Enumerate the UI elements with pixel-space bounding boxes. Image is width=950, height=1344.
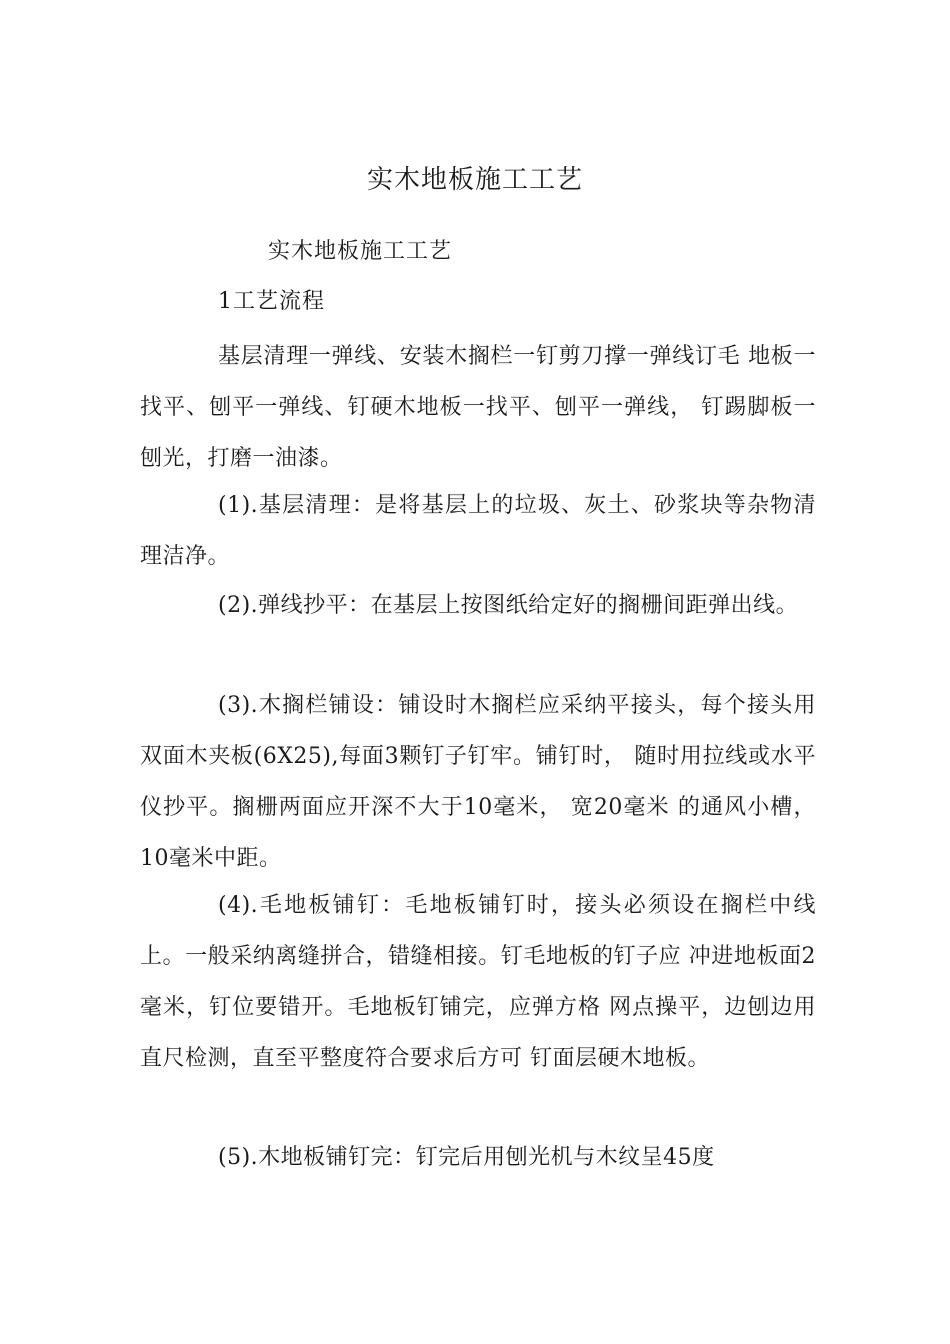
paragraph-text: (3).木搁栏铺设：铺设时木搁栏应采纳平接头，每个接头用双面木夹板(6X25),每面3颗钉子钉牢。铺钉时， 随时用拉线或水平仪抄平。搁栅两面应开深不大于10毫米， 宽20毫米 的通风小槽，10毫米中距。 bbox=[140, 693, 816, 871]
paragraph-text: (5).木地板铺钉完：钉完后用刨光机与木纹呈45度 bbox=[218, 1145, 715, 1170]
paragraph-step-2 bbox=[140, 580, 816, 631]
paragraph-step-3 bbox=[140, 680, 816, 884]
document-subtitle: 实木地板施工工艺 bbox=[268, 239, 453, 264]
paragraph-text: 基层清理一弹线、安装木搁栏一钉剪刀撑一弹线订毛 地板一找平、刨平一弹线、钉硬木地板一找平、刨平一弹线， 钉踢脚板一刨光，打磨一油漆。 bbox=[140, 344, 816, 471]
paragraph-text: (2).弹线抄平：在基层上按图纸给定好的搁栅间距弹出线。 bbox=[218, 593, 799, 618]
paragraph-step-4 bbox=[140, 880, 816, 1084]
paragraph-step-1 bbox=[140, 480, 816, 582]
section-heading: 1工艺流程 bbox=[218, 289, 325, 314]
document-title: 实木地板施工工艺 bbox=[366, 165, 583, 195]
paragraph-text: (4).毛地板铺钉：毛地板铺钉时，接头必须设在搁栏中线上。一般采纳离缝拼合，错缝相接。钉毛地板的钉子应 冲进地板面2毫米，钉位要错开。毛地板钉铺完，应弹方格 网点操平，边刨边用直尺检测，直至平整度符合要求后方可 钉面层硬木地板。 bbox=[140, 893, 816, 1071]
paragraph-text: (1).基层清理：是将基层上的垃圾、灰土、砂浆块等杂物清理洁净。 bbox=[140, 493, 816, 569]
paragraph-process-flow bbox=[140, 331, 816, 484]
paragraph-step-5 bbox=[140, 1132, 816, 1183]
